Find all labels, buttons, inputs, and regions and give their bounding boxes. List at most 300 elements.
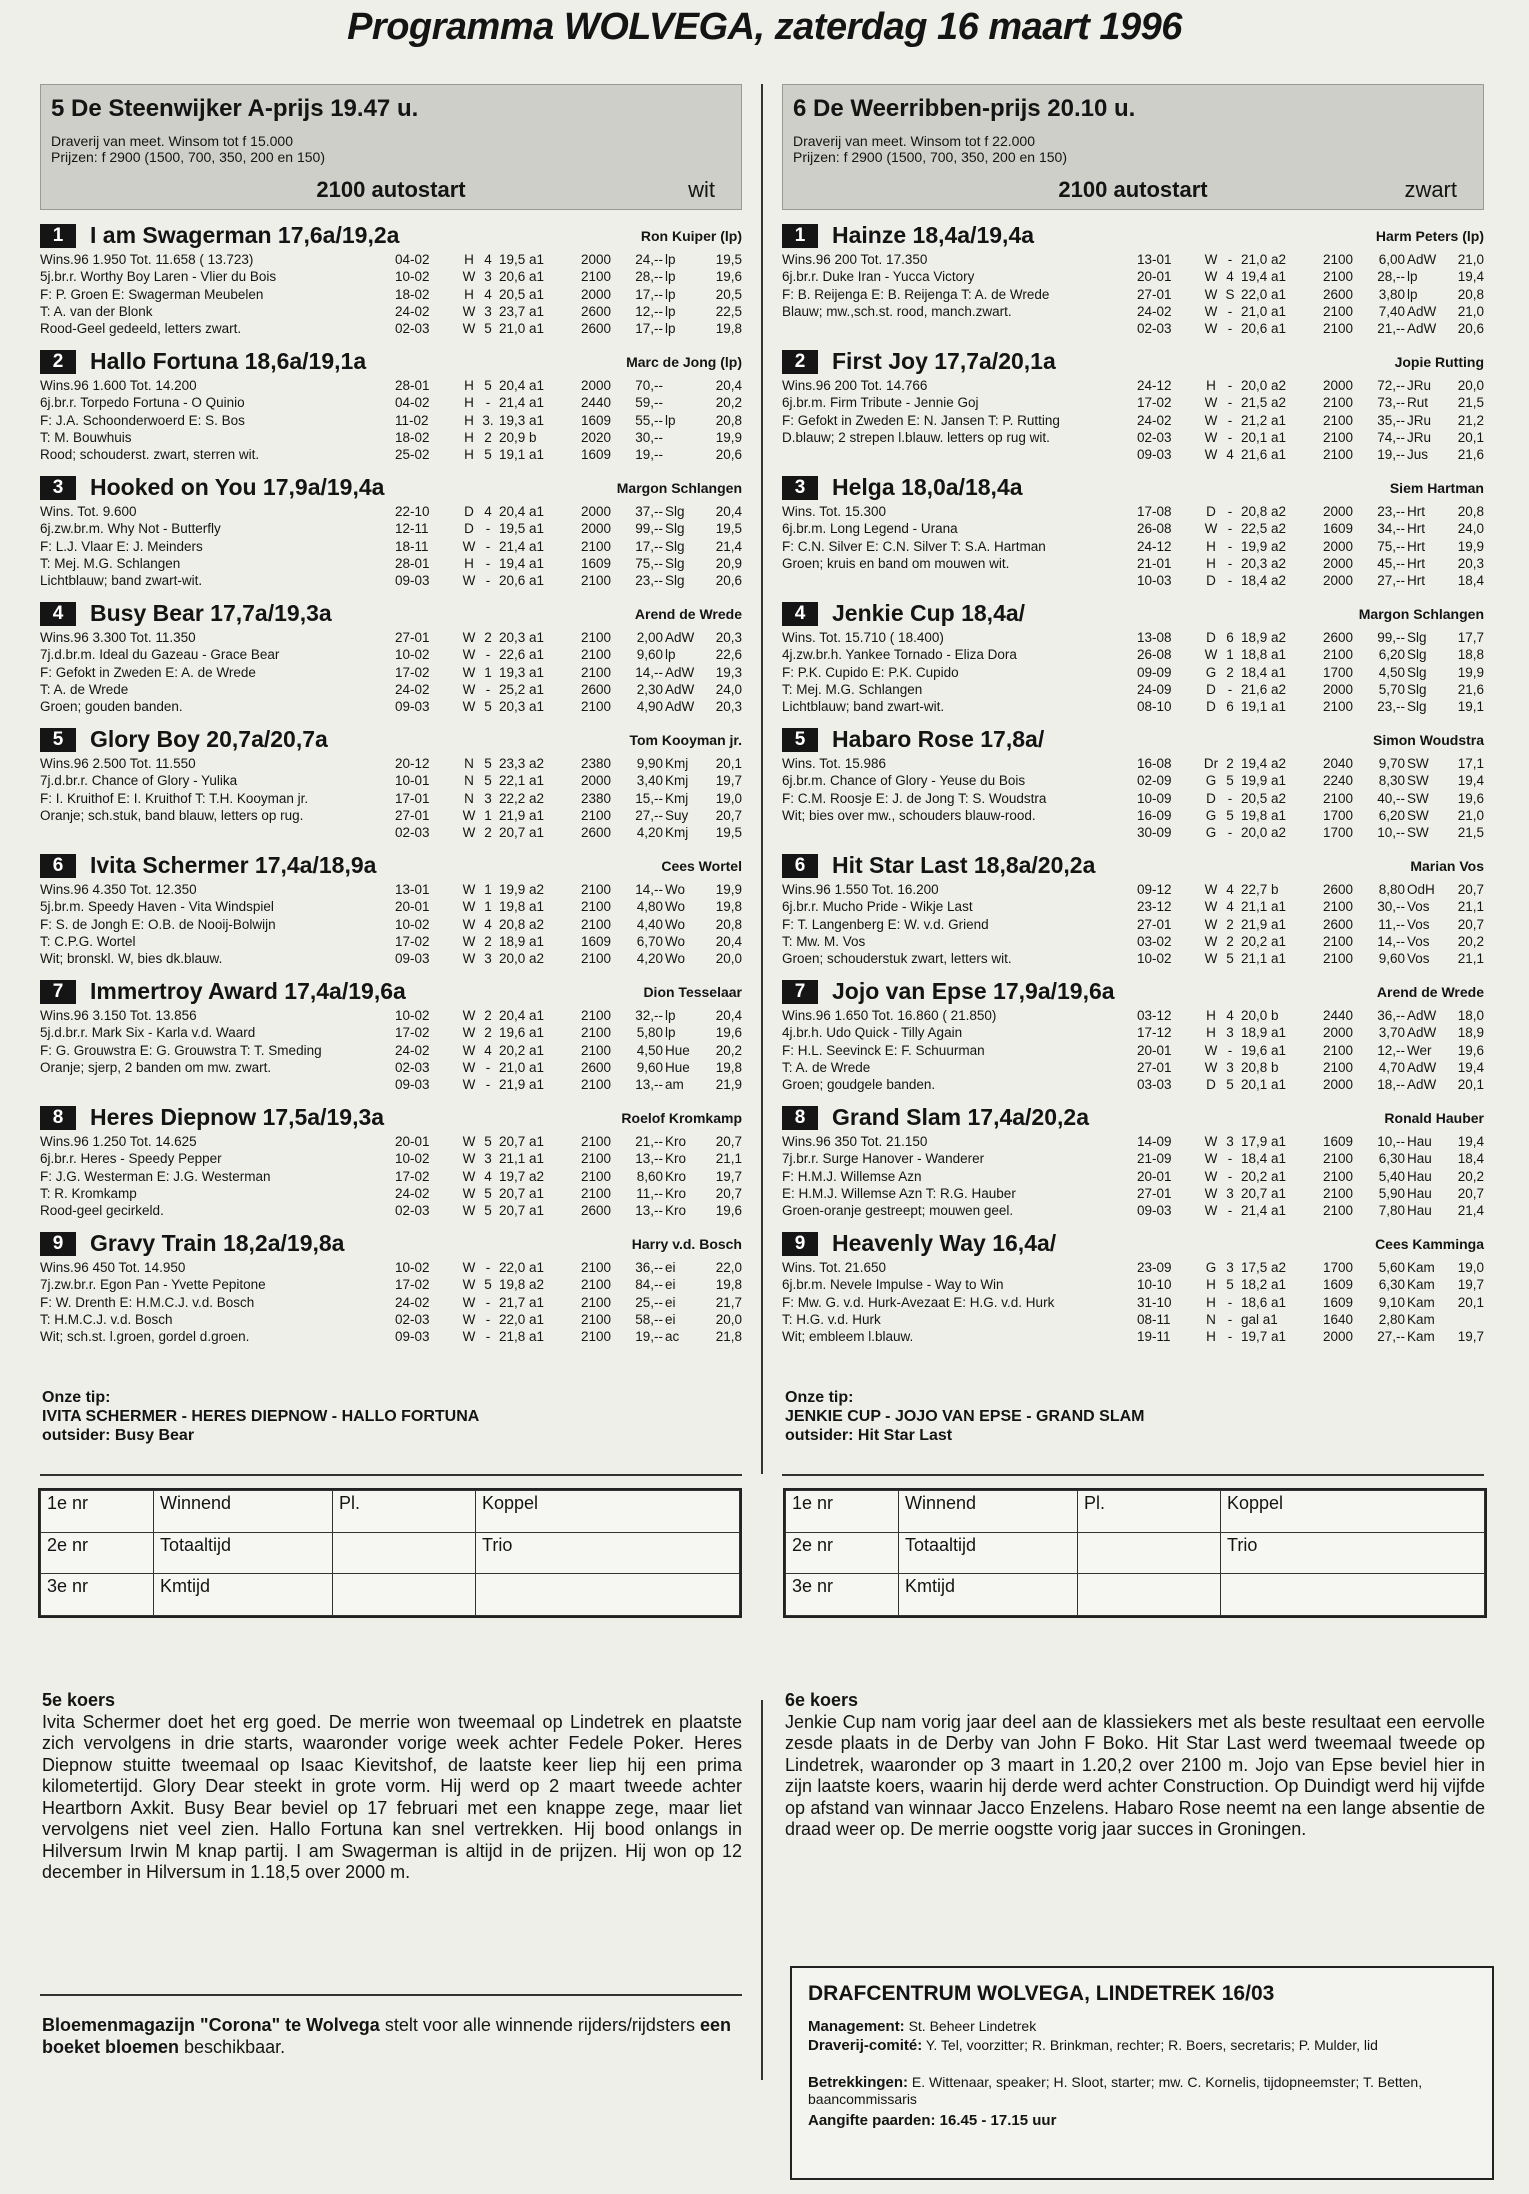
result-cell: 19,4 a2 xyxy=(1241,756,1287,771)
result-cell: W xyxy=(1204,252,1218,267)
result-cell: 19,8 xyxy=(715,1277,742,1293)
result-cell: G xyxy=(1205,1260,1217,1275)
form-cell[interactable]: Kmtijd xyxy=(154,1574,333,1616)
result-cell: 19-11 xyxy=(1137,1329,1171,1345)
result-cell: 20-01 xyxy=(395,1134,430,1149)
result-cell: AdW xyxy=(665,681,695,697)
result-cell: 10-10 xyxy=(1137,1277,1172,1293)
result-cell: 5 xyxy=(1226,773,1234,789)
info-line: 7j.br.r. Surge Hanover - Wanderer xyxy=(782,1151,985,1167)
horse-entry xyxy=(40,974,742,1100)
result-cell: - xyxy=(1227,1168,1233,1184)
result-cell: N xyxy=(464,756,474,771)
result-cell: 2100 xyxy=(580,1260,611,1275)
result-cell: 21,5 xyxy=(1457,395,1484,411)
horse-entry xyxy=(40,344,742,470)
result-cell: 4 xyxy=(484,1168,492,1184)
result-row xyxy=(1137,251,1484,268)
tip-text: IVITA SCHERMER - HERES DIEPNOW - HALLO FORTUNA xyxy=(42,1408,480,1425)
race-5-tip xyxy=(42,1388,742,1445)
result-cell: 19,4 a1 xyxy=(1241,269,1287,285)
result-row xyxy=(395,664,742,681)
start-number: 1 xyxy=(40,224,76,248)
result-cell: 19,7 xyxy=(1457,1329,1484,1345)
result-cell: 19,5 xyxy=(715,521,742,537)
result-cell: H xyxy=(1206,555,1216,571)
result-cell: 2000 xyxy=(580,504,611,519)
result-cell: 20,8 xyxy=(715,916,742,932)
result-cell: - xyxy=(1227,1311,1233,1327)
result-cell: 20,8 a2 xyxy=(499,916,545,932)
result-cell: - xyxy=(485,1077,491,1093)
result-cell: 5 xyxy=(484,1203,492,1219)
result-cell: 02-03 xyxy=(395,1059,430,1075)
result-cell: 19,6 xyxy=(715,1203,742,1219)
result-cell: 2100 xyxy=(1322,790,1353,806)
result-cell: 21,0 a1 xyxy=(499,321,545,337)
result-cell: 4,40 xyxy=(636,916,663,932)
result-cell: 2100 xyxy=(580,647,611,663)
result-cell: - xyxy=(1227,429,1233,445)
result-cell: 2600 xyxy=(580,1203,611,1219)
result-cell: AdW xyxy=(1407,1077,1437,1093)
result-cell: 2440 xyxy=(1322,1008,1353,1023)
result-cell: Hrt xyxy=(1407,573,1425,589)
start-number: 2 xyxy=(40,350,76,374)
result-cell: 18,6 a1 xyxy=(1241,1294,1287,1310)
recent-results xyxy=(1137,377,1484,463)
form-cell[interactable]: 3e nr xyxy=(41,1574,154,1616)
info-line: Wins.96 450 Tot. 14.950 xyxy=(40,1260,186,1275)
result-cell: 18,8 a1 xyxy=(1241,647,1287,663)
result-cell: D xyxy=(1206,573,1216,589)
result-cell: - xyxy=(1227,538,1233,554)
result-cell: W xyxy=(462,899,476,915)
result-cell: 2100 xyxy=(580,1042,611,1058)
result-cell: AdW xyxy=(1407,1025,1437,1041)
horse-header xyxy=(782,726,1484,754)
result-cell: 19,8 a1 xyxy=(499,899,545,915)
recent-results xyxy=(395,377,742,463)
info-line: F: C.M. Roosje E: J. de Jong T: S. Woudstra xyxy=(782,790,1047,806)
horse-header xyxy=(782,600,1484,628)
result-cell: 84,-- xyxy=(635,1277,663,1293)
horse-info xyxy=(782,1133,1132,1219)
result-cell: D xyxy=(464,521,474,537)
info-line: T: A. de Wrede xyxy=(782,1059,871,1075)
result-cell: 55,-- xyxy=(635,412,663,428)
info-line: Groen; goudgele banden. xyxy=(782,1077,936,1093)
result-cell: W xyxy=(462,664,476,680)
result-cell: 22,6 a1 xyxy=(499,647,545,663)
result-row xyxy=(395,1276,742,1293)
result-cell: Slg xyxy=(665,504,685,519)
result-cell: 72,-- xyxy=(1377,378,1405,393)
result-cell: 4,70 xyxy=(1378,1059,1405,1075)
driver-name: Ronald Hauber xyxy=(1384,1110,1484,1126)
form-cell[interactable]: Winnend xyxy=(899,1491,1078,1533)
result-cell: 3 xyxy=(1226,1185,1234,1201)
form-cell[interactable]: Trio xyxy=(476,1532,740,1574)
race-5-column xyxy=(40,84,742,1352)
result-cell: W xyxy=(1204,1134,1218,1149)
recent-results xyxy=(395,1007,742,1093)
result-cell: W xyxy=(1204,1042,1218,1058)
result-cell: 17-02 xyxy=(395,1025,430,1041)
result-cell: 20,5 a2 xyxy=(1241,790,1287,806)
result-cell: 21,2 xyxy=(1457,412,1484,428)
result-cell: 27-01 xyxy=(1137,286,1172,302)
info-line: 4j.zw.br.h. Yankee Tornado - Eliza Dora xyxy=(782,647,1017,663)
result-cell: Kam xyxy=(1407,1329,1435,1345)
result-cell: 14,-- xyxy=(635,664,663,680)
result-cell: 20,0 xyxy=(715,1311,742,1327)
result-cell: Wo xyxy=(665,882,686,897)
committee-line xyxy=(808,2037,1478,2054)
result-row xyxy=(1137,572,1484,589)
form-cell[interactable]: Koppel xyxy=(1221,1491,1485,1533)
result-cell: 2 xyxy=(1226,916,1234,932)
result-cell: W xyxy=(462,1059,476,1075)
result-row xyxy=(395,881,742,898)
info-line: Wit; bronskl. W, bies dk.blauw. xyxy=(40,951,223,967)
result-cell: W xyxy=(1204,321,1218,337)
result-row xyxy=(395,646,742,663)
result-cell: 24-02 xyxy=(395,1294,430,1310)
result-cell: W xyxy=(462,269,476,285)
result-row xyxy=(395,429,742,446)
result-cell: 20,8 a2 xyxy=(1241,504,1287,519)
result-cell: W xyxy=(462,1294,476,1310)
result-cell: 24,0 xyxy=(1457,521,1484,537)
result-cell: 6,70 xyxy=(636,933,663,949)
info-line: E: H.M.J. Willemse Azn T: R.G. Hauber xyxy=(782,1185,1016,1201)
form-cell[interactable]: Winnend xyxy=(154,1491,333,1533)
result-cell: Kam xyxy=(1407,1277,1435,1293)
horse-entry xyxy=(40,848,742,974)
result-cell: 18,2 a1 xyxy=(1241,1277,1287,1293)
horse-header xyxy=(782,978,1484,1006)
result-cell: 30-09 xyxy=(1137,825,1172,841)
result-cell: 21,8 xyxy=(715,1329,742,1345)
result-cell: 20,7 a1 xyxy=(499,1203,545,1219)
form-cell[interactable]: Pl. xyxy=(333,1491,476,1533)
horse-header xyxy=(40,852,742,880)
result-cell: 21,-- xyxy=(1377,321,1405,337)
form-cell[interactable]: 2e nr xyxy=(41,1532,154,1574)
result-cell: W xyxy=(1204,647,1218,663)
start-type: 2100 autostart xyxy=(316,177,466,202)
result-cell: 75,-- xyxy=(1377,538,1405,554)
horse-entry xyxy=(40,596,742,722)
result-row xyxy=(395,503,742,520)
result-cell: 2100 xyxy=(1322,1203,1353,1219)
horse-header xyxy=(40,600,742,628)
result-cell: 22,0 a1 xyxy=(499,1260,545,1275)
result-cell: 28-01 xyxy=(395,555,430,571)
form-cell[interactable]: 2e nr xyxy=(786,1532,899,1574)
form-cell[interactable]: 3e nr xyxy=(786,1574,899,1616)
result-cell: 2100 xyxy=(580,573,611,589)
result-cell: 19,8 xyxy=(715,321,742,337)
result-row xyxy=(1137,1311,1484,1328)
result-cell: 5,40 xyxy=(1378,1168,1405,1184)
horse-info xyxy=(782,1259,1132,1345)
result-cell: H xyxy=(1206,538,1216,554)
info-line: T: H.G. v.d. Hurk xyxy=(782,1311,881,1327)
result-cell: 2100 xyxy=(580,1311,611,1327)
result-cell: 4 xyxy=(1226,899,1234,915)
result-cell: 26-08 xyxy=(1137,647,1172,663)
label: Betrekkingen: xyxy=(808,2074,909,2091)
info-line: 7j.d.br.m. Ideal du Gazeau - Grace Bear xyxy=(40,647,280,663)
result-cell: 25,2 a1 xyxy=(499,681,545,697)
result-cell: 17-02 xyxy=(395,1168,430,1184)
start-number: 4 xyxy=(782,602,818,626)
result-row xyxy=(395,1185,742,1202)
result-cell: 02-03 xyxy=(1137,429,1172,445)
result-cell: 20,3 xyxy=(715,699,742,715)
form-cell[interactable]: Kmtijd xyxy=(899,1574,1078,1616)
result-cell: 19,8 a1 xyxy=(1241,807,1287,823)
form-cell[interactable]: 1e nr xyxy=(786,1491,899,1533)
info-line: Wins.96 1.550 Tot. 16.200 xyxy=(782,882,939,897)
result-cell: 10-02 xyxy=(395,1008,430,1023)
result-cell: 19,9 a1 xyxy=(1241,773,1287,789)
result-cell: 2100 xyxy=(580,1294,611,1310)
result-cell: 13-01 xyxy=(395,882,430,897)
race-conditions xyxy=(51,133,325,165)
result-cell: 2100 xyxy=(1322,252,1353,267)
result-cell: 37,-- xyxy=(635,504,663,519)
result-cell: - xyxy=(1227,252,1233,267)
track-info-title: DRAFCENTRUM WOLVEGA, LINDETREK 16/03 xyxy=(808,1982,1275,2005)
result-cell: 2000 xyxy=(1322,555,1353,571)
result-cell: 03-03 xyxy=(1137,1077,1172,1093)
result-cell: 24-02 xyxy=(395,1185,430,1201)
result-cell: 20,7 xyxy=(1457,882,1484,897)
condition-line: Draverij van meet. Winsom tot f 15.000 xyxy=(51,133,293,149)
result-cell: 5 xyxy=(1226,1277,1234,1293)
result-cell: 21,0 a2 xyxy=(1241,252,1287,267)
result-cell: 14,-- xyxy=(635,882,663,897)
result-cell: 30,-- xyxy=(1377,899,1405,915)
result-cell: Wo xyxy=(665,916,686,932)
recent-results xyxy=(395,503,742,589)
result-cell: 2000 xyxy=(1322,378,1353,393)
result-cell: Slg xyxy=(1407,664,1427,680)
tip-label: Onze tip: xyxy=(785,1389,854,1406)
result-row xyxy=(1137,881,1484,898)
result-cell: 20,3 a1 xyxy=(499,630,545,645)
form-cell[interactable] xyxy=(476,1574,740,1616)
result-cell: 18,8 xyxy=(1457,647,1484,663)
horse-header xyxy=(782,348,1484,376)
result-cell: 5,90 xyxy=(1378,1185,1405,1201)
result-cell: 21,6 xyxy=(1457,681,1484,697)
horse-entry xyxy=(782,218,1484,344)
result-row xyxy=(1137,1042,1484,1059)
result-cell: W xyxy=(462,825,476,841)
race-6-tip xyxy=(785,1388,1485,1445)
result-cell: 5 xyxy=(484,1277,492,1293)
horse-info xyxy=(40,881,390,967)
result-cell: 02-03 xyxy=(1137,321,1172,337)
result-cell: 2 xyxy=(1226,756,1234,771)
form-cell[interactable] xyxy=(1078,1532,1221,1574)
result-cell: 19,9 a2 xyxy=(1241,538,1287,554)
result-cell: W xyxy=(462,681,476,697)
form-cell[interactable]: 1e nr xyxy=(41,1491,154,1533)
recent-results xyxy=(1137,755,1484,841)
horse-name: Heavenly Way 16,4a/ xyxy=(832,1230,1057,1256)
result-cell: 2100 xyxy=(580,1077,611,1093)
result-cell: 2100 xyxy=(580,1134,611,1149)
form-cell[interactable] xyxy=(333,1532,476,1574)
result-cell: 2100 xyxy=(580,807,611,823)
result-cell: 20,7 xyxy=(1457,1185,1484,1201)
result-cell: 08-10 xyxy=(1137,699,1172,715)
result-cell: Hrt xyxy=(1407,555,1425,571)
label: Management: xyxy=(808,2018,905,2035)
result-cell: W xyxy=(1204,951,1218,967)
info-line: F: H.M.J. Willemse Azn xyxy=(782,1168,922,1184)
info-line: 6j.br.r. Mucho Pride - Wikje Last xyxy=(782,899,973,915)
result-cell: 20,8 xyxy=(1457,286,1484,302)
result-cell: 9,60 xyxy=(636,647,663,663)
result-cell: 18,4 a2 xyxy=(1241,573,1287,589)
result-cell: 20,7 xyxy=(715,1134,742,1149)
horse-info xyxy=(782,755,1132,824)
info-line: Blauw; mw.,sch.st. rood, manch.zwart. xyxy=(782,303,1012,319)
value: Y. Tel, voorzitter; R. Brinkman, rechter; R. Boers, secretaris; P. Mulder, lid xyxy=(922,2037,1378,2053)
result-cell: 13,-- xyxy=(635,1151,663,1167)
result-cell: - xyxy=(1227,321,1233,337)
result-cell: 19,0 xyxy=(1457,1260,1484,1275)
horse-info xyxy=(782,881,1132,967)
form-cell[interactable]: Koppel xyxy=(476,1491,740,1533)
result-cell: ac xyxy=(665,1329,680,1345)
info-line: F: J.G. Westerman E: J.G. Westerman xyxy=(40,1168,271,1184)
form-cell[interactable]: Pl. xyxy=(1078,1491,1221,1533)
result-cell: 4,50 xyxy=(1378,664,1405,680)
info-line: Wins. Tot. 15.300 xyxy=(782,504,887,519)
result-cell: 09-03 xyxy=(395,951,430,967)
result-cell: H xyxy=(1206,1277,1216,1293)
result-cell: 22,7 b xyxy=(1241,882,1279,897)
result-row xyxy=(1137,698,1484,715)
result-cell: 21,4 xyxy=(715,538,742,554)
race-6-bet-form xyxy=(783,1488,1487,1618)
result-cell: W xyxy=(462,1077,476,1093)
result-cell: W xyxy=(1204,269,1218,285)
result-cell: 21,1 a1 xyxy=(1241,899,1287,915)
result-cell: W xyxy=(462,1168,476,1184)
result-cell: 17,1 xyxy=(1457,756,1484,771)
result-cell: Hrt xyxy=(1407,538,1425,554)
result-row xyxy=(395,1059,742,1076)
result-cell: - xyxy=(485,395,491,411)
result-cell: W xyxy=(462,538,476,554)
form-cell[interactable]: Totaaltijd xyxy=(154,1532,333,1574)
horse-name: Glory Boy 20,7a/20,7a xyxy=(90,726,328,752)
result-cell: 21,6 a2 xyxy=(1241,681,1287,697)
horse-name: Hit Star Last 18,8a/20,2a xyxy=(832,852,1096,878)
result-cell: AdW xyxy=(665,699,695,715)
form-cell[interactable]: Totaaltijd xyxy=(899,1532,1078,1574)
horse-entry xyxy=(782,596,1484,722)
horse-entry xyxy=(782,974,1484,1100)
result-cell: 24-02 xyxy=(395,1042,430,1058)
form-cell[interactable] xyxy=(1221,1574,1485,1616)
column-divider-lower xyxy=(761,1700,763,2080)
horse-header xyxy=(40,222,742,250)
start-number: 5 xyxy=(40,728,76,752)
result-cell: 6 xyxy=(1226,699,1234,715)
result-cell: 19,6 xyxy=(715,1025,742,1041)
result-cell: 20,7 a1 xyxy=(499,1134,545,1149)
result-cell: W xyxy=(462,321,476,337)
result-cell: 18,4 xyxy=(1457,573,1484,589)
result-row xyxy=(1137,520,1484,537)
driver-name: Simon Woudstra xyxy=(1373,732,1484,748)
result-cell: 19,5 a1 xyxy=(499,252,545,267)
horse-name: Gravy Train 18,2a/19,8a xyxy=(90,1230,345,1256)
page-title: Programma WOLVEGA, zaterdag 16 maart 1996 xyxy=(347,6,1182,48)
result-cell: 2100 xyxy=(1322,1151,1353,1167)
result-cell: 3 xyxy=(1226,1059,1234,1075)
result-row xyxy=(1137,1059,1484,1076)
result-cell: W xyxy=(462,630,476,645)
recent-results xyxy=(395,881,742,967)
result-cell: 21,0 a1 xyxy=(1241,303,1287,319)
horse-entry xyxy=(782,470,1484,596)
result-row xyxy=(1137,377,1484,394)
result-cell: Kmj xyxy=(665,756,689,771)
result-cell: 3 xyxy=(484,303,492,319)
result-cell: 2100 xyxy=(580,269,611,285)
start-number: 7 xyxy=(40,980,76,1004)
form-cell[interactable] xyxy=(333,1574,476,1616)
result-cell: 20,1 xyxy=(715,756,742,771)
result-cell: 19,4 xyxy=(1457,1059,1484,1075)
result-cell: H xyxy=(1206,1008,1216,1023)
result-cell: 2100 xyxy=(1322,699,1353,715)
result-cell: AdW xyxy=(1407,321,1437,337)
result-cell: W xyxy=(462,933,476,949)
form-cell[interactable]: Trio xyxy=(1221,1532,1485,1574)
result-cell: 4,50 xyxy=(636,1042,663,1058)
result-cell: Kam xyxy=(1407,1260,1435,1275)
result-cell: 2000 xyxy=(1322,1077,1353,1093)
result-cell: 20,8 xyxy=(1457,504,1484,519)
result-cell: 2100 xyxy=(580,951,611,967)
result-cell: 2600 xyxy=(580,1059,611,1075)
result-cell: - xyxy=(1227,555,1233,571)
result-cell: 20,9 xyxy=(715,555,742,571)
result-cell: H xyxy=(464,395,474,411)
result-cell: Vos xyxy=(1407,951,1430,967)
result-cell: - xyxy=(1227,303,1233,319)
start-number: 7 xyxy=(782,980,818,1004)
result-cell: 21,5 a2 xyxy=(1241,395,1287,411)
result-cell: 9,10 xyxy=(1378,1294,1405,1310)
form-cell[interactable] xyxy=(1078,1574,1221,1616)
driver-name: Marc de Jong (lp) xyxy=(626,354,742,370)
result-cell: ei xyxy=(665,1294,676,1310)
recent-results xyxy=(395,629,742,715)
result-cell: 20,6 xyxy=(715,573,742,589)
